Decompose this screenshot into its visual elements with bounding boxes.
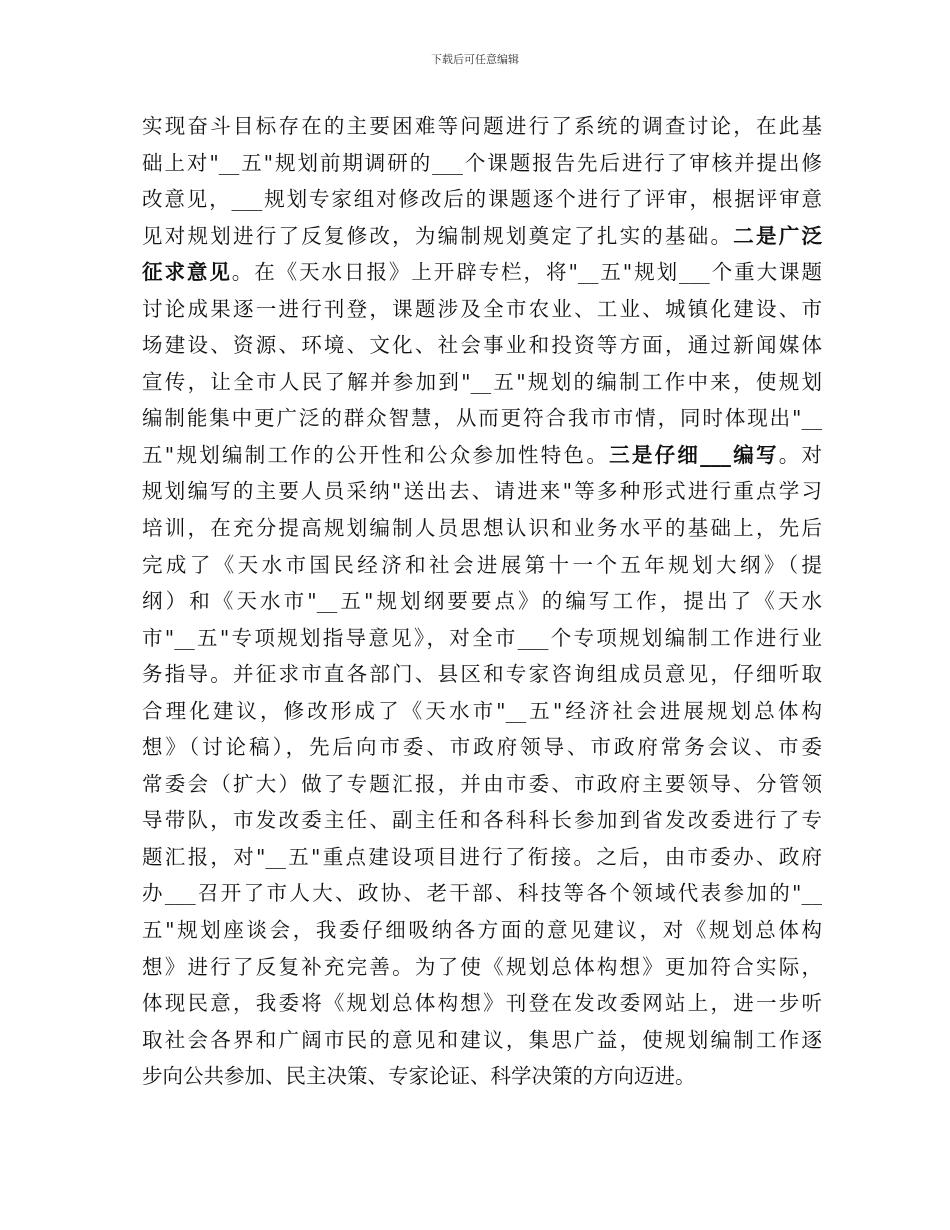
text-run: 编制能集中更广泛的群众智慧，从而更符合我市市情，同时体现出"__ — [142, 406, 822, 431]
text-run: 见对规划进行了反复修改，为编制规划奠定了扎实的基础。 — [142, 223, 734, 248]
text-line — [142, 985, 822, 1022]
bold-text-run: 三是仔细___编写 — [609, 442, 779, 467]
text-line — [142, 218, 822, 255]
text-line — [142, 1058, 822, 1095]
text-line — [142, 839, 822, 876]
text-run: 办___召开了市人大、政协、老干部、科技等各个领域代表参加的"__ — [142, 881, 822, 906]
bold-text-run: 征求意见 — [142, 260, 232, 285]
text-run: 纲）和《天水市"__五"规划纲要要点》的编写工作，提出了《天水 — [142, 589, 822, 614]
text-line — [142, 364, 822, 401]
text-run: 实现奋斗目标存在的主要困难等问题进行了系统的调查讨论，在此基 — [142, 114, 822, 138]
text-line — [142, 254, 822, 291]
text-run: 步向公共参加、民主决策、专家论证、科学决策的方向迈进。 — [142, 1064, 696, 1089]
text-line — [142, 510, 822, 547]
text-line — [142, 327, 822, 364]
text-run: 常委会（扩大）做了专题汇报，并由市委、市政府主要领导、分管领 — [142, 771, 822, 796]
text-line — [142, 693, 822, 730]
text-line — [142, 108, 822, 145]
text-line — [142, 620, 822, 657]
text-line — [142, 437, 822, 474]
text-run: 培训，在充分提高规划编制人员思想认识和业务水平的基础上，先后 — [142, 516, 822, 541]
text-run: 题汇报，对"__五"重点建设项目进行了衔接。之后，由市委办、政府 — [142, 844, 822, 869]
text-line — [142, 145, 822, 182]
text-line — [142, 181, 822, 218]
text-line — [142, 802, 822, 839]
text-line — [142, 766, 822, 803]
text-line — [142, 291, 822, 328]
text-run: 五"规划编制工作的公开性和公众参加性特色。 — [142, 442, 610, 467]
text-line — [142, 547, 822, 584]
text-run: 。在《天水日报》上开辟专栏，将"__五"规划___个重大课题 — [231, 260, 823, 285]
text-run: 体现民意，我委将《规划总体构想》刊登在发改委网站上，进一步听 — [142, 991, 822, 1016]
text-line — [142, 400, 822, 437]
text-line — [142, 729, 822, 766]
text-run: 完成了《天水市国民经济和社会进展第十一个五年规划大纲》（提 — [142, 552, 822, 577]
text-run: 导带队，市发改委主任、副主任和各科科长参加到省发改委进行了专 — [142, 808, 822, 833]
text-run: 想》（讨论稿），先后向市委、市政府领导、市政府常务会议、市委 — [142, 735, 822, 760]
bold-text-run: 二是广泛 — [733, 223, 823, 248]
text-line — [142, 1022, 822, 1059]
text-run: 合理化建议，修改形成了《天水市"__五"经济社会进展规划总体构 — [142, 698, 822, 723]
text-run: 市"__五"专项规划指导意见》，对全市___个专项规划编制工作进行业 — [142, 625, 822, 650]
text-line — [142, 875, 822, 912]
page-header: 下载后可任意编辑 — [431, 53, 519, 66]
text-line — [142, 949, 822, 986]
text-line — [142, 912, 822, 949]
text-run: 础上对"__五"规划前期调研的___个课题报告先后进行了审核并提出修 — [142, 150, 822, 175]
text-run: 。对 — [778, 442, 823, 467]
text-run: 务指导。并征求市直各部门、县区和专家咨询组成员意见，仔细听取 — [142, 662, 822, 687]
text-run: 取社会各界和广阔市民的意见和建议，集思广益，使规划编制工作逐 — [142, 1027, 822, 1052]
text-run: 讨论成果逐一进行刊登，课题涉及全市农业、工业、城镇化建设、市 — [142, 296, 822, 321]
text-line — [142, 473, 822, 510]
text-run: 五"规划座谈会，我委仔细吸纳各方面的意见建议，对《规划总体构 — [142, 918, 822, 943]
text-line — [142, 656, 822, 693]
text-run: 场建设、资源、环境、文化、社会事业和投资等方面，通过新闻媒体 — [142, 333, 822, 358]
body-text — [142, 108, 822, 1095]
text-run: 规划编写的主要人员采纳"送出去、请进来"等多种形式进行重点学习 — [142, 479, 822, 504]
text-line — [142, 583, 822, 620]
text-run: 改意见，___规划专家组对修改后的课题逐个进行了评审，根据评审意 — [142, 187, 822, 212]
text-run: 宣传，让全市人民了解并参加到"__五"规划的编制工作中来，使规划 — [142, 369, 822, 394]
text-run: 想》进行了反复补充完善。为了使《规划总体构想》更加符合实际， — [142, 954, 822, 979]
